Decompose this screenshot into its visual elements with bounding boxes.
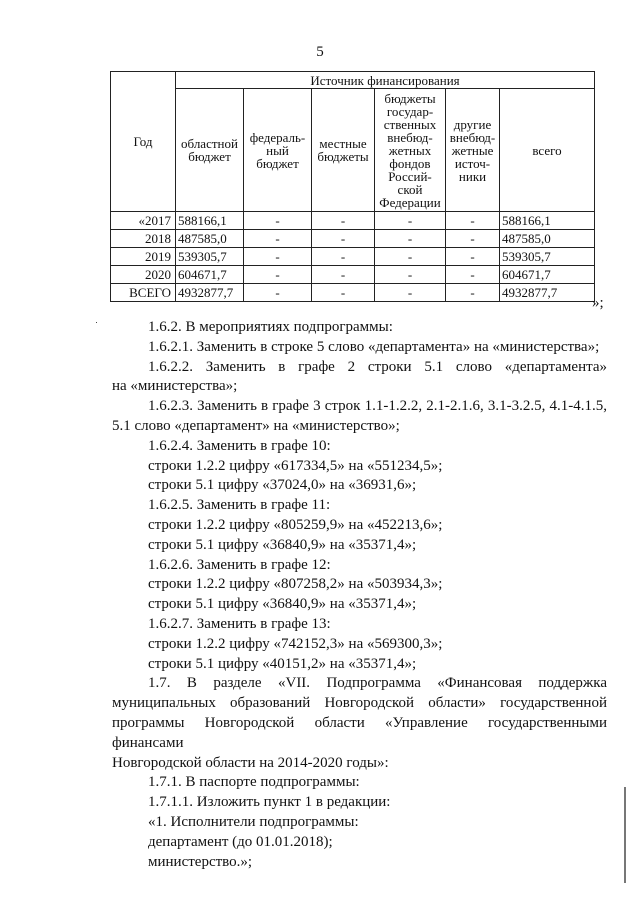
- funds-cell: -: [375, 248, 446, 266]
- total-cell: 588166,1: [500, 212, 595, 230]
- total-cell: 487585,0: [500, 230, 595, 248]
- col-header-total: всего: [500, 89, 595, 212]
- other-cell: -: [446, 212, 500, 230]
- funds-cell: -: [375, 284, 446, 302]
- paragraph-line: строки 1.2.2 цифру «617334,5» на «551234,5»;: [148, 457, 443, 474]
- paragraph-line: строки 5.1 цифру «40151,2» на «35371,4»;: [148, 655, 417, 672]
- paragraph-line: программы Новгородской области «Управление государственными финансами: [112, 714, 607, 751]
- federal-cell: -: [244, 212, 312, 230]
- paragraph-line: 1.6.2.3. Заменить в графе 3 строк 1.1-1.2.2, 2.1-2.1.6, 3.1-3.2.5, 4.1-4.1.5,: [148, 398, 607, 415]
- col-header-extrabudgetary-funds: бюджеты государ- ственных внебюд- жетных фондов Россий- ской Федерации: [375, 89, 446, 212]
- funds-cell: -: [375, 230, 446, 248]
- paragraph-line: строки 1.2.2 цифру «742152,3» на «569300,3»;: [148, 635, 443, 652]
- paragraph-line: 1.7.1. В паспорте подпрограммы:: [148, 774, 360, 791]
- scan-edge-mark: [624, 787, 626, 883]
- paragraph-line: строки 1.2.2 цифру «805259,9» на «452213,6»;: [148, 516, 443, 533]
- other-cell: -: [446, 266, 500, 284]
- financing-table: [110, 71, 595, 302]
- total-cell: 539305,7: [500, 248, 595, 266]
- regional-cell: 588166,1: [176, 212, 244, 230]
- regional-cell: 539305,7: [176, 248, 244, 266]
- federal-cell: -: [244, 284, 312, 302]
- funds-cell: -: [375, 212, 446, 230]
- margin-dot: [96, 322, 97, 323]
- col-header-local: местные бюджеты: [312, 89, 375, 212]
- federal-cell: -: [244, 266, 312, 284]
- paragraph-line: строки 1.2.2 цифру «807258,2» на «503934,3»;: [148, 576, 443, 593]
- other-cell: -: [446, 284, 500, 302]
- federal-cell: -: [244, 230, 312, 248]
- local-cell: -: [312, 212, 375, 230]
- local-cell: -: [312, 230, 375, 248]
- table-row: [111, 230, 595, 248]
- page-number: 5: [316, 44, 324, 60]
- paragraph-line: строки 5.1 цифру «36840,9» на «35371,4»;: [148, 536, 417, 553]
- regional-cell: 604671,7: [176, 266, 244, 284]
- paragraph-line: министерство.»;: [148, 853, 253, 870]
- year-cell: 2020: [111, 266, 176, 284]
- table-row: [111, 212, 595, 230]
- paragraph-line: муниципальных образований Новгородской области» государственной: [112, 695, 607, 712]
- paragraph-line: департамент (до 01.01.2018);: [148, 833, 333, 850]
- local-cell: -: [312, 248, 375, 266]
- year-cell: «2017: [111, 212, 176, 230]
- funding-source-header: Источник финансирования: [176, 72, 595, 89]
- paragraph-line: 1.6.2.7. Заменить в графе 13:: [148, 615, 331, 632]
- other-cell: -: [446, 230, 500, 248]
- document-body: [112, 318, 607, 872]
- paragraph-line: Новгородской области на 2014-2020 годы»:: [112, 754, 389, 771]
- paragraph-line: 1.6.2.5. Заменить в графе 11:: [148, 497, 331, 514]
- total-cell: 604671,7: [500, 266, 595, 284]
- federal-cell: -: [244, 248, 312, 266]
- table-row-total: [111, 284, 595, 302]
- paragraph-line: 1.6.2. В мероприятиях подпрограммы:: [148, 319, 393, 335]
- table-row: [111, 248, 595, 266]
- paragraph-line: строки 5.1 цифру «37024,0» на «36931,6»;: [148, 477, 417, 494]
- total-cell: 4932877,7: [500, 284, 595, 302]
- regional-cell: 487585,0: [176, 230, 244, 248]
- table-row: [111, 266, 595, 284]
- paragraph-line: 1.7. В разделе «VII. Подпрограмма «Финансовая поддержка: [148, 675, 607, 692]
- regional-cell: 4932877,7: [176, 284, 244, 302]
- paragraph-line: «1. Исполнители подпрограммы:: [148, 813, 359, 830]
- local-cell: -: [312, 284, 375, 302]
- year-cell: ВСЕГО: [111, 284, 176, 302]
- funds-cell: -: [375, 266, 446, 284]
- other-cell: -: [446, 248, 500, 266]
- paragraph-line: 5.1 слово «департамент» на «министерство»;: [112, 417, 400, 434]
- local-cell: -: [312, 266, 375, 284]
- paragraph-line: 1.7.1.1. Изложить пункт 1 в редакции:: [148, 794, 391, 811]
- paragraph-line: 1.6.2.4. Заменить в графе 10:: [148, 437, 331, 454]
- paragraph-line: на «министерства»;: [112, 378, 238, 395]
- col-header-other-sources: другие внебюд- жетные источ- ники: [446, 89, 500, 212]
- col-header-regional: областной бюджет: [176, 89, 244, 212]
- table-closing-quote: »;: [592, 295, 604, 311]
- col-header-federal: федераль- ный бюджет: [244, 89, 312, 212]
- paragraph-line: 1.6.2.2. Заменить в графе 2 строки 5.1 слово «департамента»: [148, 358, 607, 375]
- year-cell: 2018: [111, 230, 176, 248]
- year-header: Год: [111, 72, 176, 212]
- paragraph-line: строки 5.1 цифру «36840,9» на «35371,4»;: [148, 596, 417, 613]
- paragraph-line: 1.6.2.6. Заменить в графе 12:: [148, 556, 331, 573]
- paragraph-line: 1.6.2.1. Заменить в строке 5 слово «департамента» на «министерства»;: [148, 338, 600, 355]
- year-cell: 2019: [111, 248, 176, 266]
